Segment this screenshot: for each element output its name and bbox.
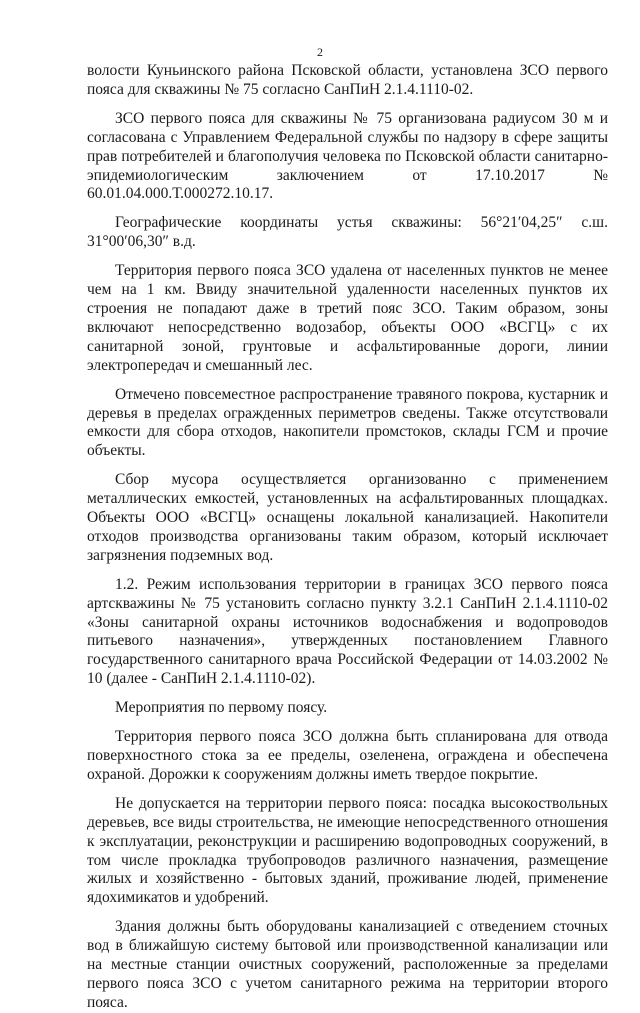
paragraph-8: Мероприятия по первому поясу. — [115, 699, 328, 717]
paragraph-6: Сбор мусора осуществляется организованно с применением металлических емкостей, установленных на асфальтированных площадках. Объекты ООО «ВСГЦ» оснащены локальной канализацией. Накопители отходов производства организованы таким образом, который исключает загрязнения подземных вод. — [87, 471, 608, 564]
paragraph-9: Территория первого пояса ЗСО должна быть спланирована для отвода поверхностного стока за ее пределы, озеленена, ограждена и обеспечена охраной. Дорожки к сооружениям должны иметь твердое покрытие. — [87, 728, 608, 783]
paragraph-2: ЗСО первого пояса для скважины № 75 организована радиусом 30 м и согласована с Управлением Федеральной службы по надзору в сфере защиты прав потребителей и благополучия человека по Псковской области санитарно-эпидемиологическим заключением от 17.10.2017 № 60.01.04.000.Т.000272.10.17. — [87, 109, 608, 203]
paragraph-7: 1.2. Режим использования территории в границах ЗСО первого пояса артскважины № 75 установить согласно пункту 3.2.1 СанПиН 2.1.4.1110-02 «Зоны санитарной охраны источников водоснабжения и водопроводов питьевого назначения», утвержденных постановлением Главного государственного санитарного врача Российской Федерации от 14.03.2002 № 10 (далее - СанПиН 2.1.4.1110-02). — [87, 575, 608, 688]
paragraph-1: волости Куньинского района Псковской области, установлена ЗСО первого пояса для скважины № 75 согласно СанПиН 2.1.4.1110-02. — [87, 62, 608, 98]
paragraph-10: Не допускается на территории первого пояса: посадка высокоствольных деревьев, все виды строительства, не имеющие непосредственного отношения к эксплуатации, реконструкции и расширению водопроводных сооружений, в том числе прокладка трубопроводов различного назначения, размещение жилых и хозяйственно - бытовых зданий, проживание людей, применение ядохимикатов и удобрений. — [87, 794, 608, 907]
paragraph-11: Здания должны быть оборудованы канализацией с отведением сточных вод в ближайшую систему бытовой или производственной канализации или на местные станции очистных сооружений, расположенные за пределами первого пояса ЗСО с учетом санитарного режима на территории второго пояса. — [87, 918, 608, 1011]
paragraph-3: Географические координаты устья скважины: 56°21′04,25″ с.ш. 31°00′06,30″ в.д. — [87, 214, 608, 251]
page-number: 2 — [317, 45, 323, 59]
paragraph-4: Территория первого пояса ЗСО удалена от населенных пунктов не менее чем на 1 км. Ввиду значительной удаленности населенных пунктов их строения не попадают даже в третий пояс ЗСО. Таким образом, зоны включают непосредственно водозабор, объекты ООО «ВСГЦ» с их санитарной зоной, грунтовые и асфальтированные дороги, линии электропередач и смешанный лес. — [87, 262, 608, 374]
document-body — [87, 62, 608, 1013]
paragraph-5: Отмечено повсеместное распространение травяного покрова, кустарник и деревья в пределах огражденных периметров сведены. Также отсутствовали емкости для сбора отходов, накопители промстоков, склады ГСМ и прочие объекты. — [87, 385, 608, 460]
